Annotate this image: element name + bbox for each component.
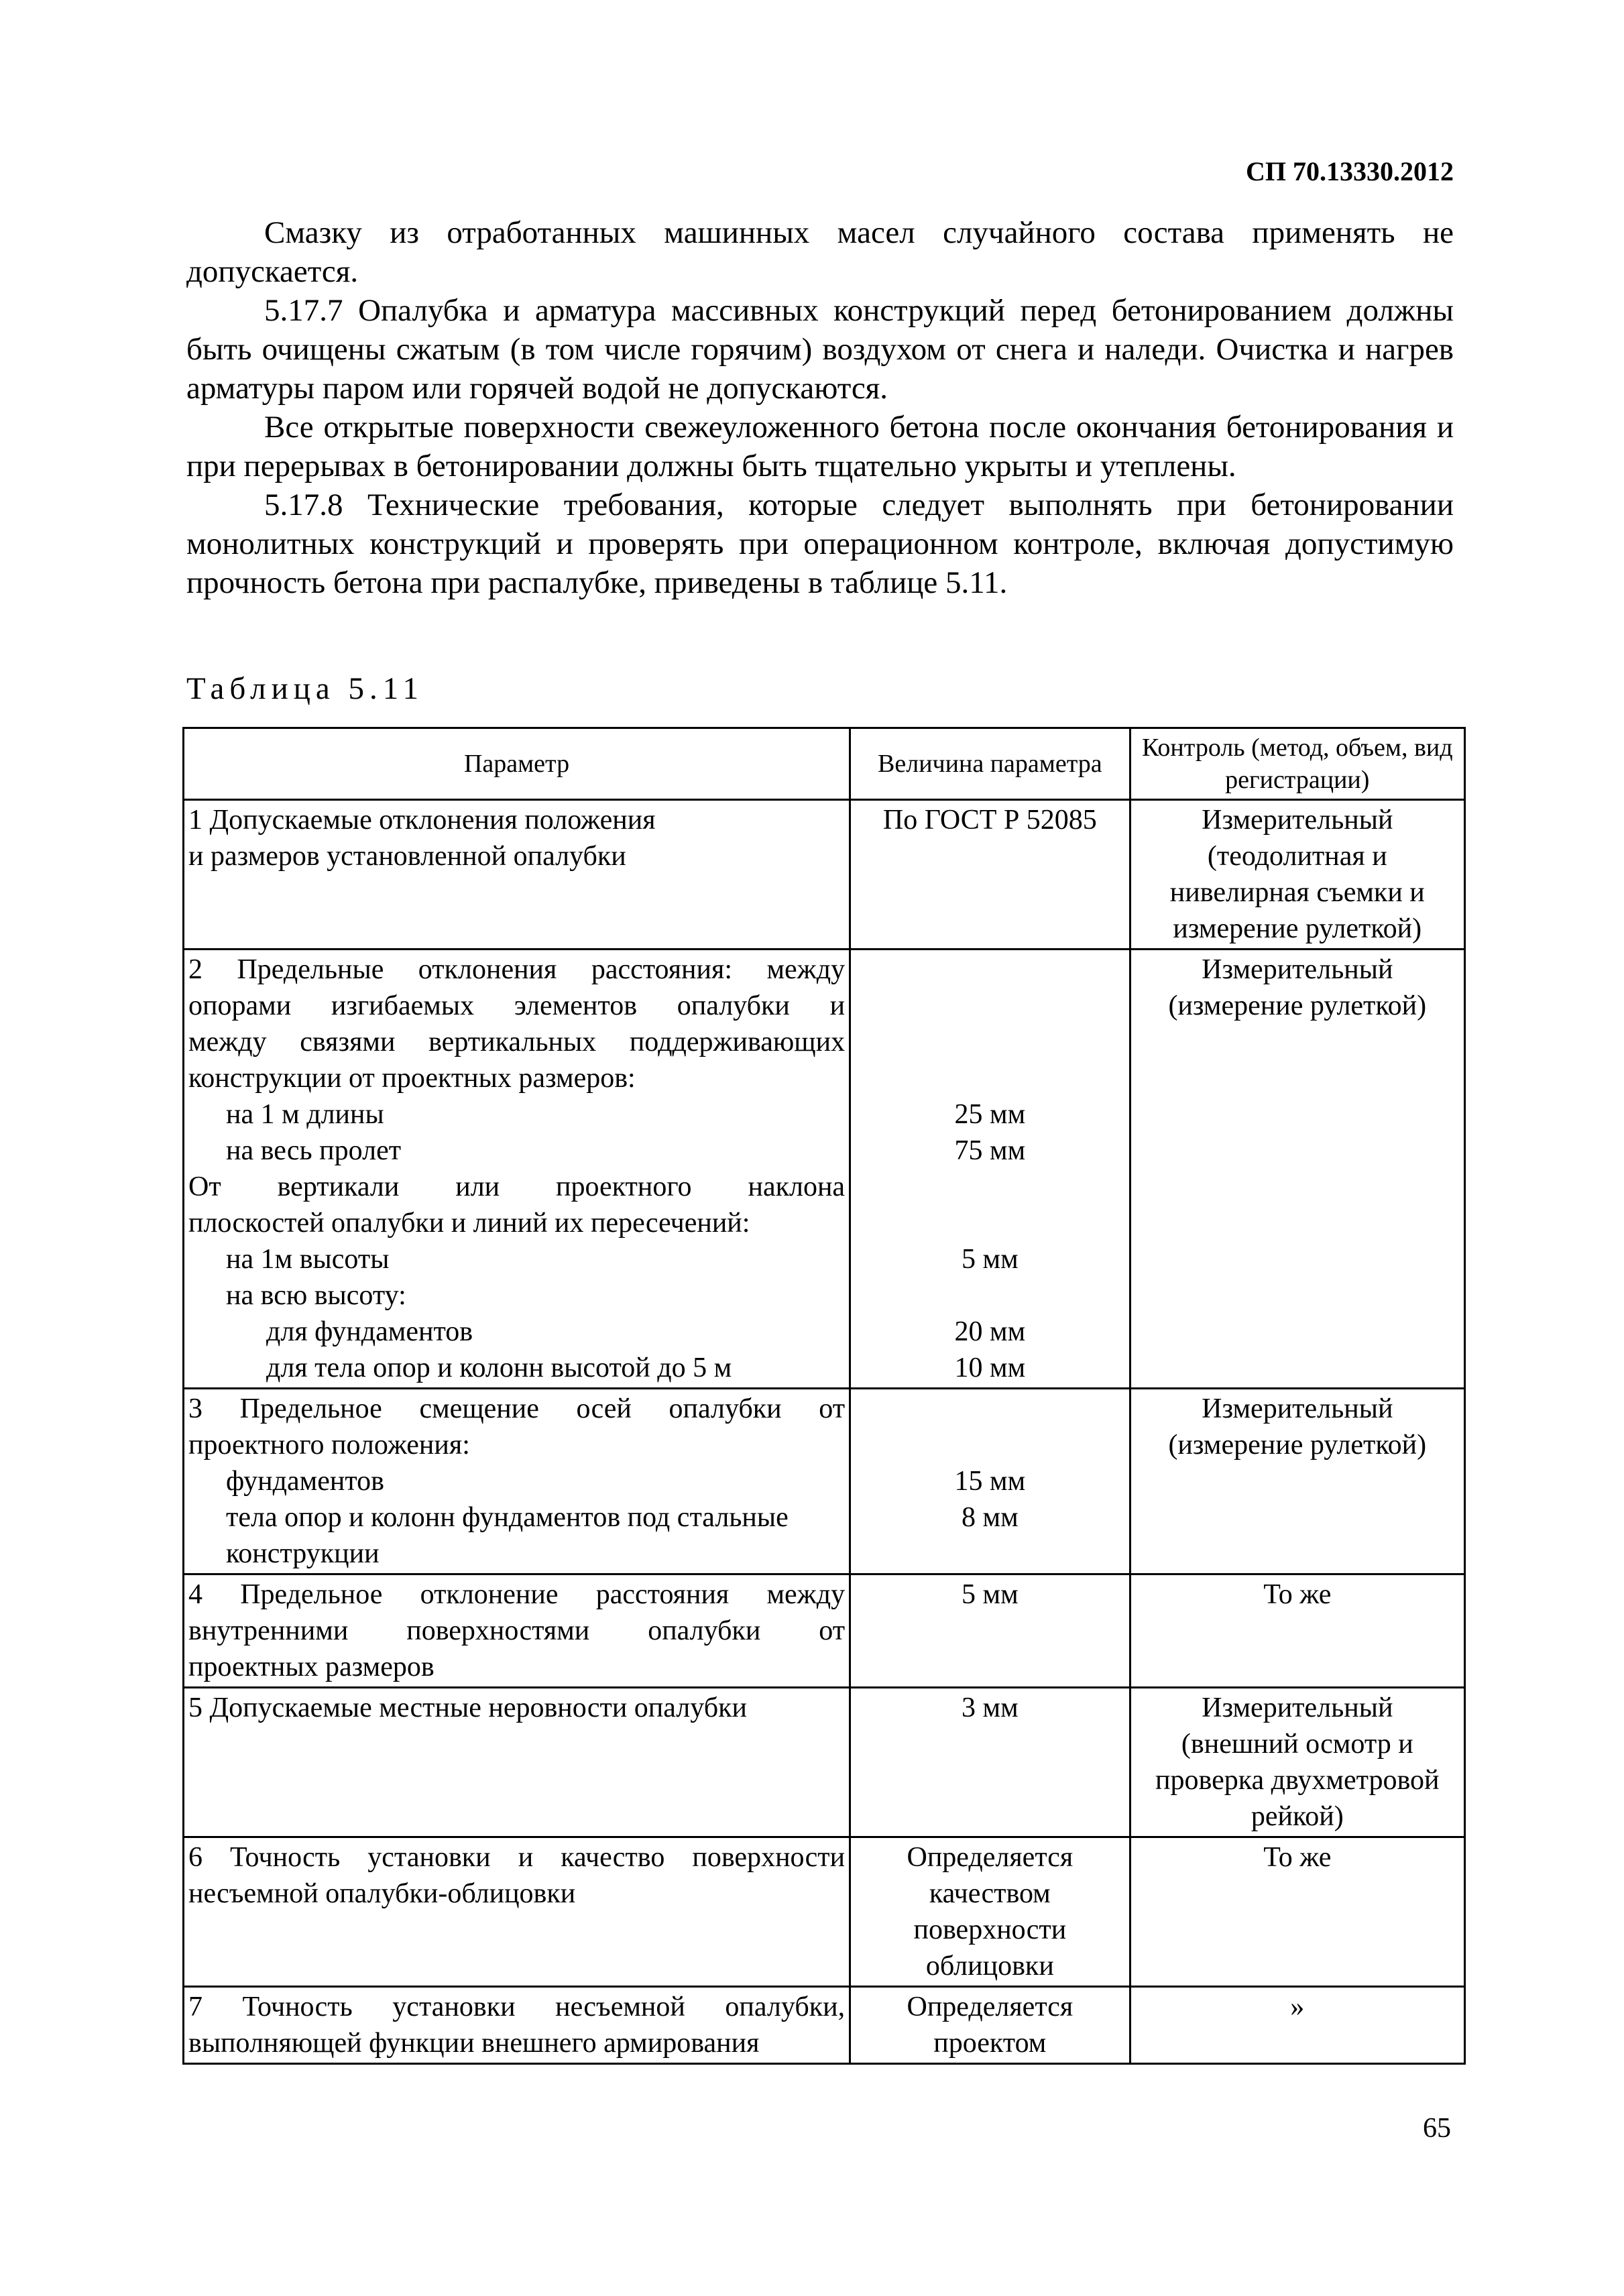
control-cell [1130,1837,1464,1987]
cell-line: несъемной опалубки-облицовки [188,1878,576,1909]
value-cell [850,950,1130,1389]
parameter-cell [184,800,850,950]
cell-line: 1 Допускаемые отклонения положения [188,805,656,836]
cell-line: Измерительный [1202,1393,1393,1424]
parameter-cell [184,1987,850,2064]
cell-line: 15 мм [954,1466,1026,1497]
cell-line: От вертикали или проектного наклона [188,1171,846,1202]
value-cell [850,1987,1130,2064]
cell-line: 2 Предельные отклонения расстояния: между [188,954,846,985]
cell-line: проектных размеров [188,1652,434,1682]
parameters-table [182,727,1466,2065]
cell-line: 4 Предельное отклонение расстояния между [188,1579,846,1610]
column-header-value: Величина параметра [850,728,1130,800]
cell-line: (измерение рулеткой) [1168,1430,1427,1460]
cell-line [855,1205,1125,1241]
table-row [184,1688,1465,1837]
cell-line: опорами изгибаемых элементов опалубки и [188,990,846,1021]
control-cell [1130,1389,1464,1574]
value-cell [850,1688,1130,1837]
cell-line: внутренними поверхностями опалубки от [188,1615,846,1646]
value-cell [850,1574,1130,1688]
cell-line: То же [1263,1842,1332,1873]
column-header-parameter: Параметр [184,728,850,800]
cell-line: 75 мм [954,1135,1026,1166]
cell-line [855,988,1125,1024]
cell-line: на весь пролет [226,1135,402,1166]
cell-line: 10 мм [954,1353,1026,1383]
page-number: 65 [1423,2113,1451,2144]
cell-line: (измерение рулеткой) [1168,990,1427,1021]
cell-line [855,1536,1125,1572]
column-header-control: Контроль (метод, объем, вид регистрации) [1130,728,1464,800]
parameter-cell [184,1688,850,1837]
cell-line: По ГОСТ Р 52085 [882,805,1097,836]
parameter-cell [184,950,850,1389]
cell-line: 5 мм [962,1579,1019,1610]
document-code: СП 70.13330.2012 [1246,156,1454,186]
cell-line [855,952,1125,988]
cell-line: То же [1263,1579,1332,1610]
cell-line: 8 мм [962,1502,1019,1533]
table-row [184,1574,1465,1688]
cell-line: (внешний осмотр и [1181,1729,1413,1760]
cell-line: тела опор и колонн фундаментов под стальные [226,1502,789,1533]
table-header-row [184,728,1465,800]
cell-line: 7 Точность установки несъемной опалубки, [188,1992,846,2022]
cell-line: конструкции от проектных размеров: [188,1063,636,1094]
cell-line: на 1м высоты [226,1244,390,1275]
table-row [184,950,1465,1389]
paragraph: 5.17.7 Опалубка и арматура массивных конструкций перед бетонированием должны быть очищены сжатым (в том числе горячим) воздухом от снега и наледи. Очистка и нагрев арматуры паром или горячей водой не допускаются. [186,293,1454,406]
cell-line: между связями вертикальных поддерживающих [188,1027,846,1057]
cell-line: фундаментов [226,1466,384,1497]
cell-line [855,1169,1125,1205]
paragraph: Все открытые поверхности свежеуложенного бетона после окончания бетонирования и при перерывах в бетонировании должны быть тщательно укрыты и утеплены. [186,410,1454,483]
control-cell [1130,1574,1464,1688]
cell-line [855,1427,1125,1463]
value-cell [850,1837,1130,1987]
cell-line: 5 Допускаемые местные неровности опалубки [188,1692,747,1723]
cell-line: проектом [933,2028,1047,2059]
cell-line: качеством [929,1878,1051,1909]
cell-line: 25 мм [954,1099,1026,1130]
cell-line: для тела опор и колонн высотой до 5 м [266,1353,732,1383]
cell-line: для фундаментов [266,1316,473,1347]
cell-line: 5 мм [962,1244,1019,1275]
cell-line: проверка двухметровой [1155,1765,1440,1796]
cell-line: 3 мм [962,1692,1019,1723]
control-cell [1130,1688,1464,1837]
control-cell [1130,1987,1464,2064]
cell-line: Определяется [907,1842,1074,1873]
cell-line: Измерительный [1202,954,1393,985]
cell-line: и размеров установленной опалубки [188,841,626,872]
parameter-cell [184,1837,850,1987]
cell-line: поверхности [913,1914,1067,1945]
cell-line: » [1290,1992,1305,2022]
cell-line: рейкой) [1251,1801,1344,1832]
table-row [184,800,1465,950]
parameter-cell [184,1389,850,1574]
cell-line: 3 Предельное смещение осей опалубки от [188,1393,846,1424]
table-row [184,1389,1465,1574]
cell-line: измерение рулеткой) [1173,913,1422,944]
table-row [184,1987,1465,2064]
cell-line: на всю высоту: [226,1280,406,1311]
cell-line [855,1024,1125,1060]
cell-line: Измерительный [1202,805,1393,836]
control-cell [1130,950,1464,1389]
cell-line [855,1391,1125,1427]
table-row [184,1837,1465,1987]
cell-line: плоскостей опалубки и линий их пересечений: [188,1208,750,1239]
cell-line: нивелирная съемки и [1169,877,1425,908]
cell-line: Определяется [907,1992,1074,2022]
cell-line: Измерительный [1202,1692,1393,1723]
control-cell [1130,800,1464,950]
value-cell [850,1389,1130,1574]
paragraph: Смазку из отработанных машинных масел случайного состава применять не допускается. [186,215,1454,289]
cell-line: 20 мм [954,1316,1026,1347]
body-text [186,213,1454,602]
cell-line: конструкции [226,1538,380,1569]
parameter-cell [184,1574,850,1688]
cell-line [855,1060,1125,1096]
table-caption: Таблица 5.11 [186,671,424,706]
cell-line: выполняющей функции внешнего армирования [188,2028,760,2059]
cell-line [855,1277,1125,1314]
cell-line: облицовки [925,1951,1054,1982]
cell-line: 6 Точность установки и качество поверхности [188,1842,846,1873]
cell-line: на 1 м длины [226,1099,384,1130]
paragraph: 5.17.8 Технические требования, которые следует выполнять при бетонировании монолитных конструкций и проверять при операционном контроле, включая допустимую прочность бетона при распалубке, приведены в таблице 5.11. [186,487,1454,600]
value-cell [850,800,1130,950]
cell-line: проектного положения: [188,1430,470,1460]
cell-line: (теодолитная и [1207,841,1387,872]
